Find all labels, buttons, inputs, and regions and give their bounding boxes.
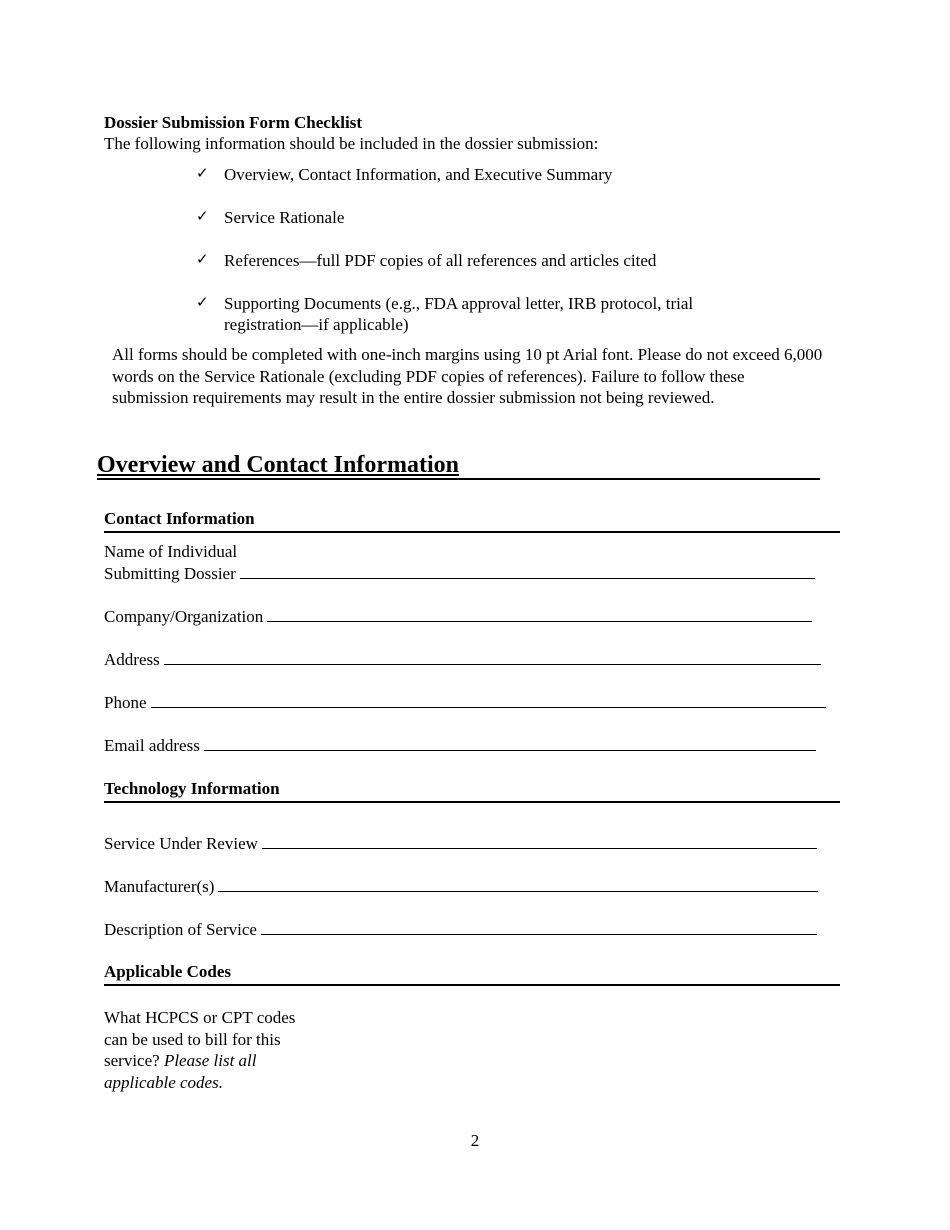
- name-input-line[interactable]: [240, 562, 815, 579]
- checklist-intro: The following information should be included in the dossier submission:: [104, 134, 599, 153]
- requirements-paragraph: All forms should be completed with one-inch margins using 10 pt Arial font. Please do not exceed 6,000 words on the Service Rationale (excluding PDF copies of references). Failure to follow these submission requirements may result in the entire dossier submission not being reviewed.: [112, 345, 823, 407]
- phone-field[interactable]: [104, 691, 826, 713]
- codes-section-title: Applicable Codes: [104, 962, 840, 986]
- codes-question: [104, 1007, 314, 1093]
- technology-section-title: Technology Information: [104, 779, 840, 803]
- checklist-item-text-cont: registration—if applicable): [224, 315, 409, 334]
- address-input-line[interactable]: [164, 648, 821, 665]
- name-label: Submitting Dossier: [104, 564, 236, 583]
- codes-question-note: Please list all applicable codes.: [104, 1051, 257, 1092]
- checklist-item-text: References—full PDF copies of all references and articles cited: [224, 251, 657, 270]
- checkmark-icon: ✓: [196, 293, 209, 311]
- manufacturer-field[interactable]: [104, 875, 818, 897]
- description-field[interactable]: [104, 918, 817, 940]
- email-input-line[interactable]: [204, 734, 816, 751]
- service-input-line[interactable]: [262, 832, 817, 849]
- description-input-line[interactable]: [261, 918, 817, 935]
- company-field[interactable]: [104, 605, 812, 627]
- email-field[interactable]: [104, 734, 816, 756]
- phone-input-line[interactable]: [151, 691, 826, 708]
- phone-label: Phone: [104, 693, 147, 712]
- contact-section-title: Contact Information: [104, 509, 840, 533]
- company-input-line[interactable]: [267, 605, 812, 622]
- checklist-item-text: Overview, Contact Information, and Executive Summary: [224, 165, 613, 184]
- name-field[interactable]: [104, 562, 815, 584]
- checkmark-icon: ✓: [196, 207, 209, 225]
- manufacturer-label: Manufacturer(s): [104, 877, 215, 896]
- service-label: Service Under Review: [104, 834, 258, 853]
- address-label: Address: [104, 650, 160, 669]
- codes-question-text: What HCPCS or CPT codes can be used to bill for this service?: [104, 1008, 296, 1070]
- manufacturer-input-line[interactable]: [218, 875, 818, 892]
- email-label: Email address: [104, 736, 200, 755]
- service-field[interactable]: [104, 832, 817, 854]
- checkmark-icon: ✓: [196, 164, 209, 182]
- page-number: 2: [470, 1131, 480, 1150]
- checklist-item-text: Service Rationale: [224, 208, 345, 227]
- checklist-title: Dossier Submission Form Checklist: [104, 113, 363, 132]
- overview-heading: Overview and Contact Information: [97, 451, 820, 480]
- checklist-item-text: Supporting Documents (e.g., FDA approval letter, IRB protocol, trial: [224, 294, 694, 313]
- company-label: Company/Organization: [104, 607, 264, 626]
- checkmark-icon: ✓: [196, 250, 209, 268]
- description-label: Description of Service: [104, 920, 257, 939]
- name-label-line1: Name of Individual: [104, 542, 238, 561]
- address-field[interactable]: [104, 648, 821, 670]
